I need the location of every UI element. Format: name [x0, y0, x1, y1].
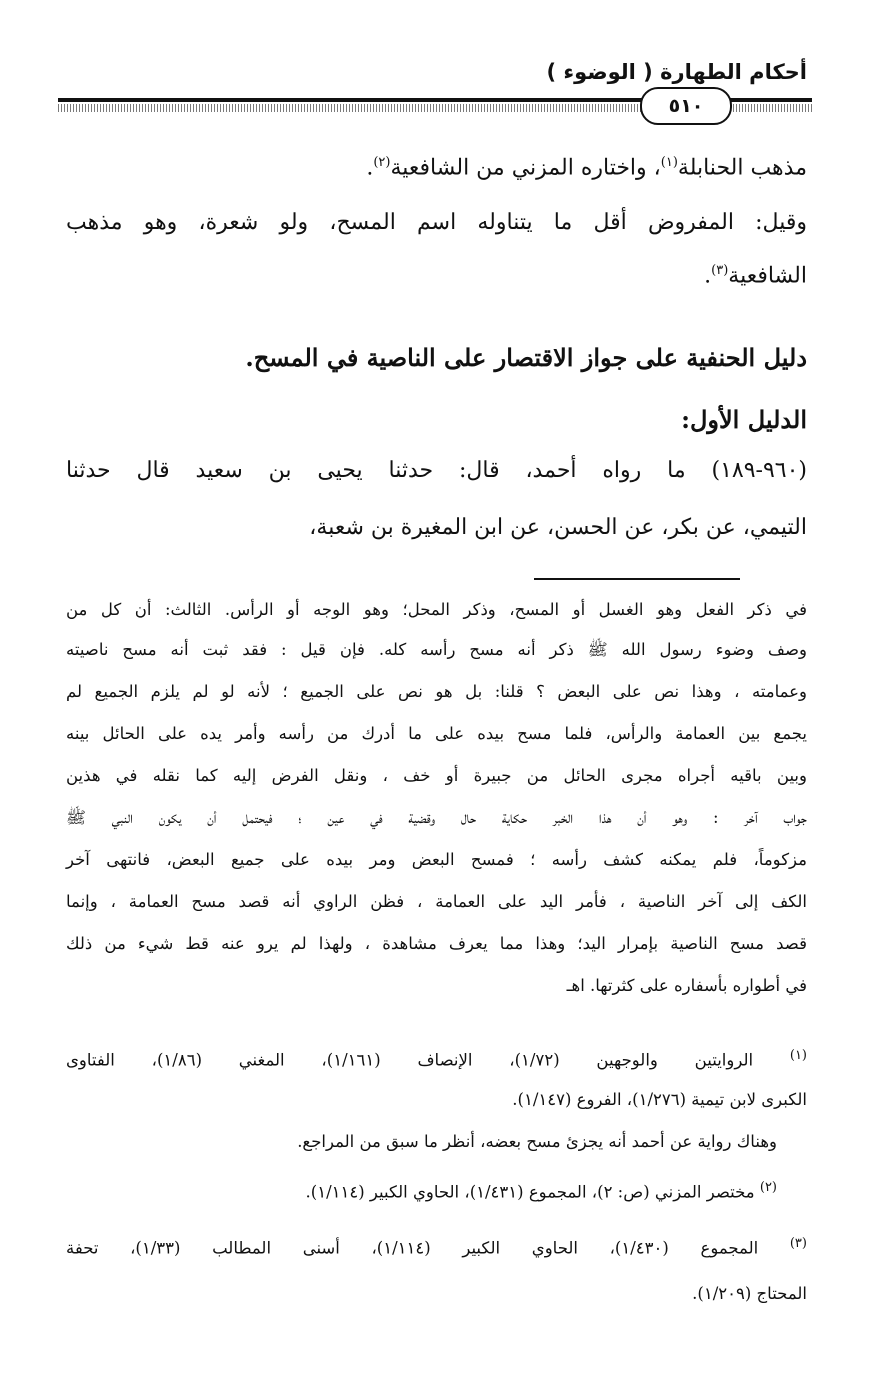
footnote-line: وبين باقيه أجراه مجرى الحائل من جبيرة أو خف ، ونقل الفرض إليه كما نقله في هذين — [66, 766, 807, 785]
body-line-1: مذهب الحنابلة$^{(١)}$، واختاره المزني من الشافعية$^{(٢)}$. — [366, 155, 807, 181]
footnote-line: وصف وضوء رسول الله ﷺ ذكر أنه مسح رأسه كله. فإن قيل : فقد ثبت أنه مسح ناصيته — [66, 640, 807, 659]
hadith-line-1: (٩٦٠-١٨٩) ما رواه أحمد، قال: حدثنا يحيى بن سعيد قال حدثنا — [66, 458, 807, 483]
footnote-line: وعمامته ، وهذا نص على البعض ؟ قلنا: بل هو نص على الجميع ؛ لأنه لو لم يلزم الجميع لم — [66, 682, 807, 701]
footnote-line: يجمع بين العمامة والرأس، فلما مسح بيده على ما أدرك من رأسه وأمر يده على الحائل بينه — [66, 724, 807, 743]
footnote-line: الكف إلى آخر الناصية ، فأمر اليد على العمامة ، فظن الراوي أنه قصد مسح العمامة ، وإنما — [66, 892, 807, 911]
footnote-line: في ذكر الفعل وهو الغسل أو المسح، وذكر المحل؛ وهو الوجه أو الرأس. الثالث: أن كل من — [66, 600, 807, 619]
page-number: ٥١٠ — [640, 87, 732, 125]
body-line-3: الشافعية$^{(٣)}$. — [704, 263, 807, 289]
footnote-3: $^{(٣)}$ المجموع (١/٤٣٠)، الحاوي الكبير (١/١١٤)، أسنى المطالب (١/٣٣)، تحفة — [66, 1236, 807, 1258]
footnote-number: (٢) — [759, 1180, 777, 1195]
footnote-2: $^{(٢)}$ مختصر المزني (ص: ٢)، المجموع (١/٤٣١)، الحاوي الكبير (١/١١٤). — [305, 1180, 777, 1202]
body-line-2: وقيل: المفروض أقل ما يتناوله اسم المسح، ولو شعرة، وهو مذهب — [66, 210, 807, 235]
hadith-line-2: التيمي، عن بكر، عن الحسن، عن ابن المغيرة بن شعبة، — [309, 515, 807, 540]
footnote-ref: (٣) — [711, 263, 729, 278]
footnote-line: في أطواره بأسفاره على كثرتها. اهـ — [566, 976, 807, 995]
footnote-number: (١) — [789, 1048, 807, 1063]
footnote-ref: (٢) — [373, 155, 391, 170]
footnote-ref: (١) — [660, 155, 678, 170]
footnote-line: قصد مسح الناصية بإمرار اليد؛ وهذا مما يعرف مشاهدة ، ولهذا لم يرو عنه قط شيء من ذلك — [66, 934, 807, 953]
footnote-1-line: وهناك رواية عن أحمد أنه يجزئ مسح بعضه، أنظر ما سبق من المراجع. — [297, 1132, 777, 1151]
footnote-1-line: الكبرى لابن تيمية (١/٢٧٦)، الفروع (١/١٤٧). — [512, 1090, 807, 1109]
section-heading: دليل الحنفية على جواز الاقتصار على الناصية في المسح. — [245, 343, 807, 372]
footnote-separator — [534, 578, 740, 580]
footnote-line: جواب آخر : وهو أن هذا الخبر حكاية حال وقضية في عين ؛ فيحتمل أن يكون النبي ﷺ — [66, 808, 807, 827]
sub-heading: الدليل الأول: — [681, 405, 807, 434]
running-title: أحكام الطهارة ( الوضوء ) — [546, 60, 807, 84]
footnote-3-line: المحتاج (١/٢٠٩). — [692, 1284, 807, 1303]
footnote-line: مزكوماً، فلم يمكنه كشف رأسه ؛ فمسح البعض ومر بيده على جميع البعض، فانتهى آخر — [66, 850, 807, 869]
footnote-1: $^{(١)}$ الروايتين والوجهين (١/٧٢)، الإنصاف (١/١٦١)، المغني (١/٨٦)، الفتاوى — [66, 1048, 807, 1070]
footnote-number: (٣) — [789, 1236, 807, 1251]
